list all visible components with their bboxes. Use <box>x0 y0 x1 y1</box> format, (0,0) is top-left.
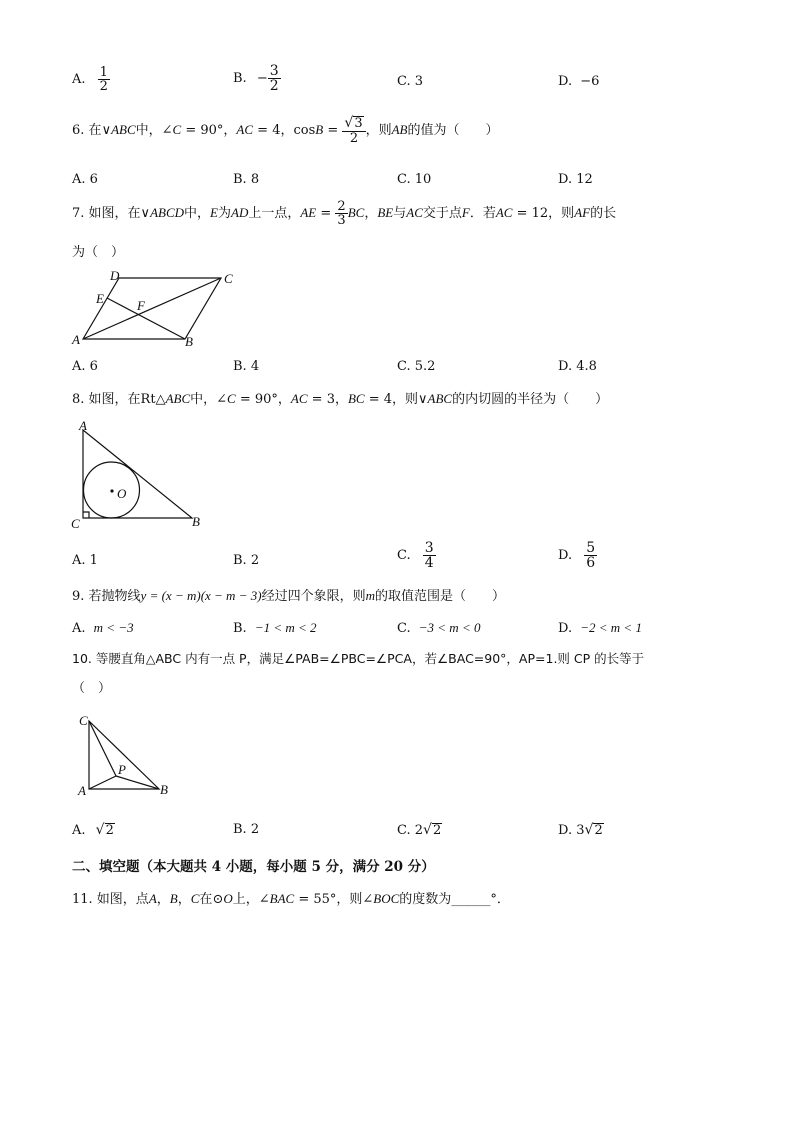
q5-option-b: B. − $\frac{3}{2}$ <box>233 63 279 94</box>
label-f: F <box>137 298 145 313</box>
q10-option-c: C. 2√2 <box>397 822 442 838</box>
q10-triangle-figure <box>70 710 180 800</box>
segment-ap <box>89 776 116 789</box>
q7-option-c: C. 5.2 <box>397 359 436 374</box>
right-angle-mark <box>83 512 89 518</box>
label-a: A <box>79 418 87 433</box>
q6-stem: 6. 在∨ABC中，∠C = 90°，AC = 4，cosB = $\frac{√3}{2}$ ，则AB的值为（ ） <box>72 115 499 147</box>
q11-stem: 11. 如图，点A，B，C在⊙O上，∠BAC = 55°，则∠BOC的度数为______°． <box>72 891 510 907</box>
label-c: C <box>71 516 80 531</box>
q8-option-c: C. $\frac{3}{4}$ <box>397 540 434 571</box>
q5-option-d: D. −6 <box>558 74 600 89</box>
label-a: A <box>78 783 86 798</box>
triangle-abc <box>83 430 192 518</box>
q8-option-b: B. 2 <box>233 553 260 568</box>
q8-stem: 8. 如图，在Rt△ABC中，∠C = 90°，AC = 3，BC = 4，则∨ABC的内切圆的半径为（ ） <box>72 391 609 407</box>
q6-option-c: C. 10 <box>397 172 432 187</box>
label-c: C <box>79 713 88 728</box>
q9-option-b: B. −1 < m < 2 <box>233 620 317 636</box>
q7-option-d: D. 4.8 <box>558 359 597 374</box>
label-a: A <box>72 332 80 347</box>
label-b: B <box>185 334 193 349</box>
label-b: B <box>160 782 168 797</box>
label-b: B <box>192 514 200 529</box>
q7-stem-line2: 为（ ） <box>72 245 125 260</box>
q7-option-b: B. 4 <box>233 359 260 374</box>
q7-stem-line1: 7. 如图，在∨ABCD中，E为AD上一点，AE = $\frac{2}{3}$ BC，BE与AC交于点F．若AC = 12，则AF的长 <box>72 199 617 228</box>
segment-be <box>107 298 185 339</box>
label-o: O <box>117 486 127 501</box>
q10-option-a: A. √2 <box>72 822 114 838</box>
center-point-o <box>110 489 113 492</box>
label-e: E <box>96 291 104 306</box>
section-2-title: 二、填空题（本大题共 4 小题，每小题 5 分，满分 20 分） <box>72 859 435 875</box>
q9-option-c: C. −3 < m < 0 <box>397 620 481 636</box>
q5-option-c: C. 3 <box>397 74 424 89</box>
q9-option-d: D. −2 < m < 1 <box>558 620 642 636</box>
q10-stem-line1: 10. 等腰直角△ABC 内有一点 P，满足∠PAB=∠PBC=∠PCA，若∠BAC=90°，AP=1.则 CP 的长等于 <box>72 651 645 666</box>
label-p: P <box>118 762 126 777</box>
label-d: D <box>110 268 120 283</box>
q6-option-d: D. 12 <box>558 172 593 187</box>
label-c: C <box>224 271 233 286</box>
q5-option-a: A. $\frac{1}{2}$ <box>72 65 108 94</box>
q9-option-a: A. m < −3 <box>72 620 134 636</box>
q6-option-a: A. 6 <box>72 172 98 187</box>
q10-option-b: B. 2 <box>233 822 260 837</box>
q7-parallelogram-figure <box>66 266 246 350</box>
q10-option-d: D. 3√2 <box>558 822 603 838</box>
q8-option-d: D. $\frac{5}{6}$ <box>558 540 596 571</box>
diagonal-ac <box>83 278 221 339</box>
q6-option-b: B. 8 <box>233 172 260 187</box>
q10-stem-line2: （ ） <box>72 681 112 696</box>
q7-option-a: A. 6 <box>72 359 98 374</box>
q8-triangle-figure <box>66 418 216 534</box>
q9-stem: 9. 若抛物线y = (x − m)(x − m − 3)经过四个象限，则m的取值范围是（ ） <box>72 588 505 604</box>
q8-option-a: A. 1 <box>72 553 98 568</box>
segment-cp <box>89 721 116 776</box>
